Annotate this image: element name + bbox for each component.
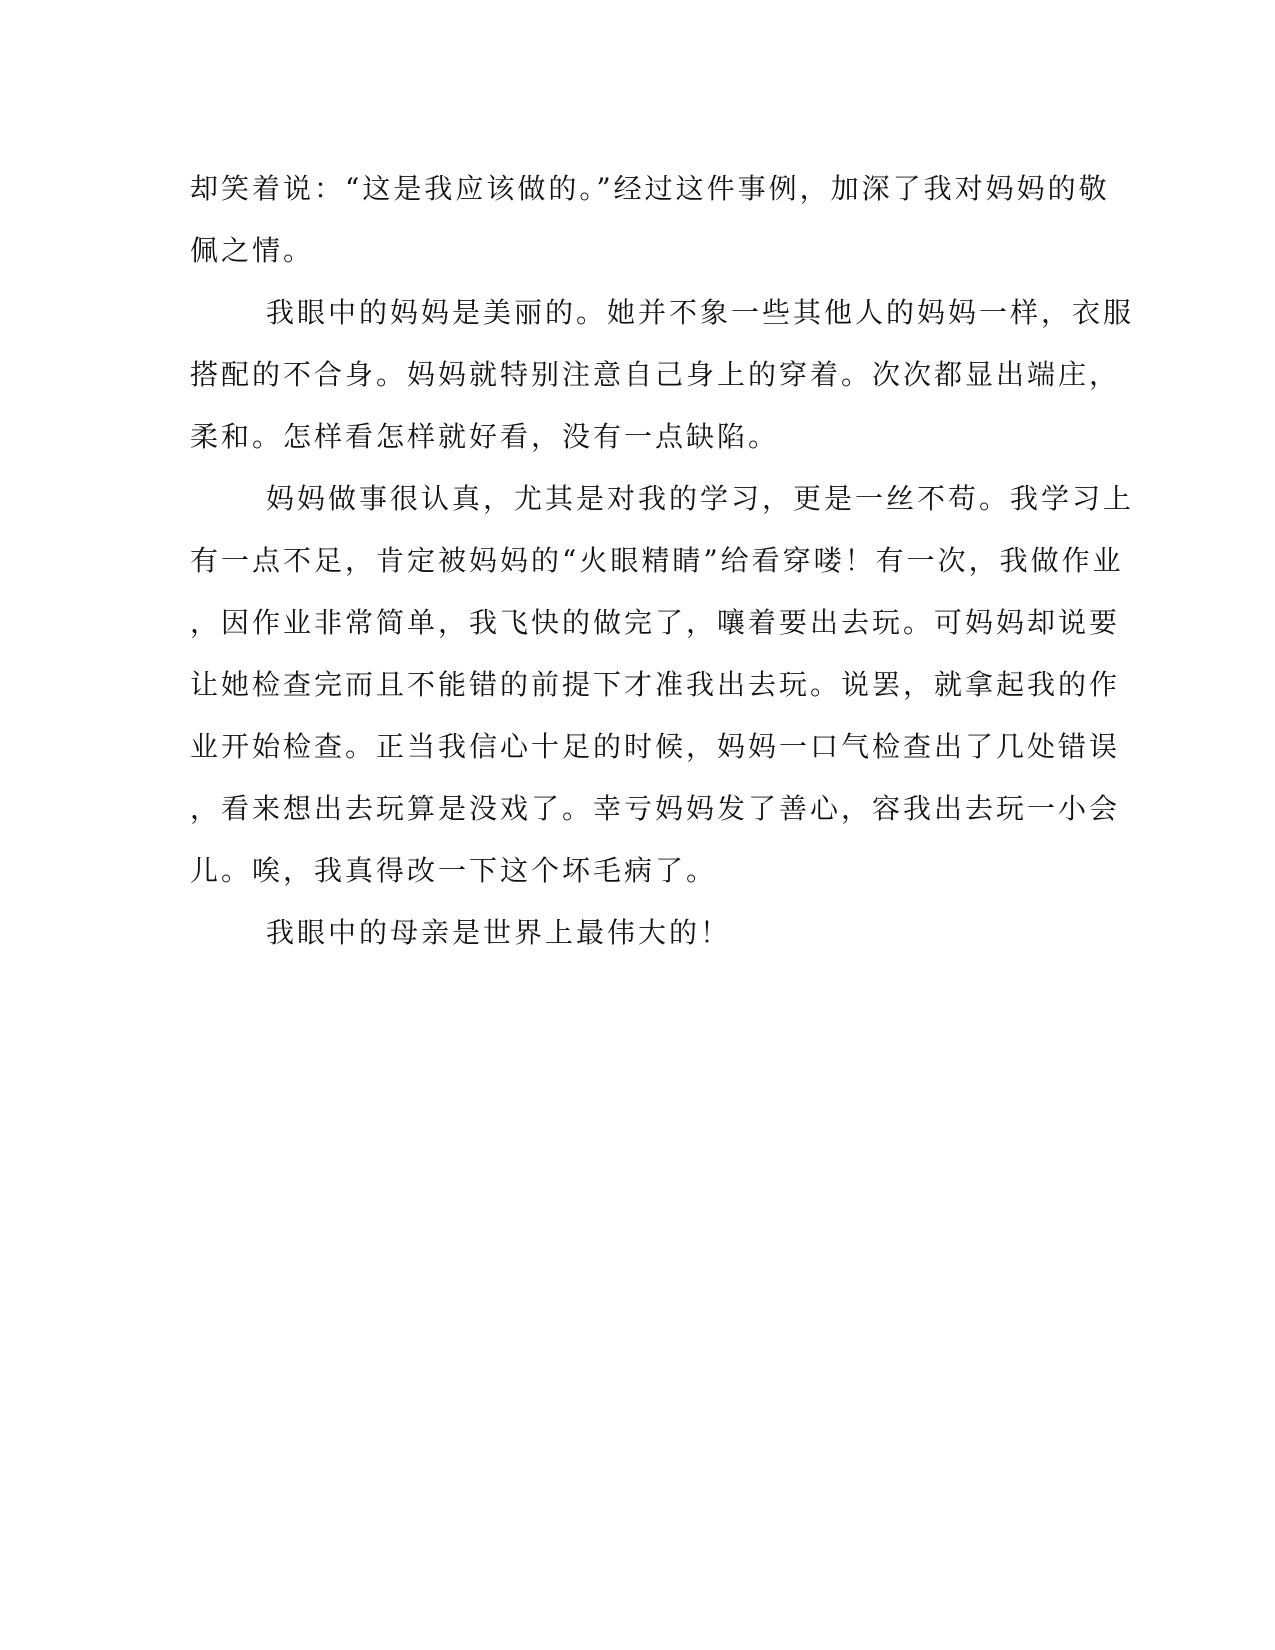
- essay-text: [190, 158, 1135, 964]
- text-line: 儿。唉，我真得改一下这个坏毛病了。: [190, 854, 718, 887]
- text-line: 让她检查完而且不能错的前提下才准我出去玩。说罢，就拿起我的作: [190, 668, 1121, 701]
- paragraph-first-line: 我眼中的妈妈是美丽的。她并不象一些其他人的妈妈一样，衣服: [266, 296, 1135, 329]
- text-line: 柔和。怎样看怎样就好看，没有一点缺陷。: [190, 420, 780, 453]
- text-line: 搭配的不合身。妈妈就特别注意自己身上的穿着。次次都显出端庄，: [190, 358, 1121, 391]
- text-line: 业开始检查。正当我信心十足的时候，妈妈一口气检查出了几处错误: [190, 730, 1121, 763]
- text-line: 却笑着说：“这是我应该做的。”经过这件事例，加深了我对妈妈的敬: [190, 172, 1110, 205]
- text-line: ，因作业非常简单，我飞快的做完了，嚷着要出去玩。可妈妈却说要: [190, 606, 1121, 639]
- text-line: ，看来想出去玩算是没戏了。幸亏妈妈发了善心，容我出去玩一小会: [190, 792, 1121, 825]
- paragraph-first-line: 妈妈做事很认真，尤其是对我的学习，更是一丝不苟。我学习上: [266, 482, 1135, 515]
- text-line: 佩之情。: [190, 234, 315, 267]
- text-line: 有一点不足，肯定被妈妈的“火眼精睛”给看穿喽！有一次，我做作业: [190, 544, 1124, 577]
- paragraph-first-line: 我眼中的母亲是世界上最伟大的！: [266, 916, 732, 949]
